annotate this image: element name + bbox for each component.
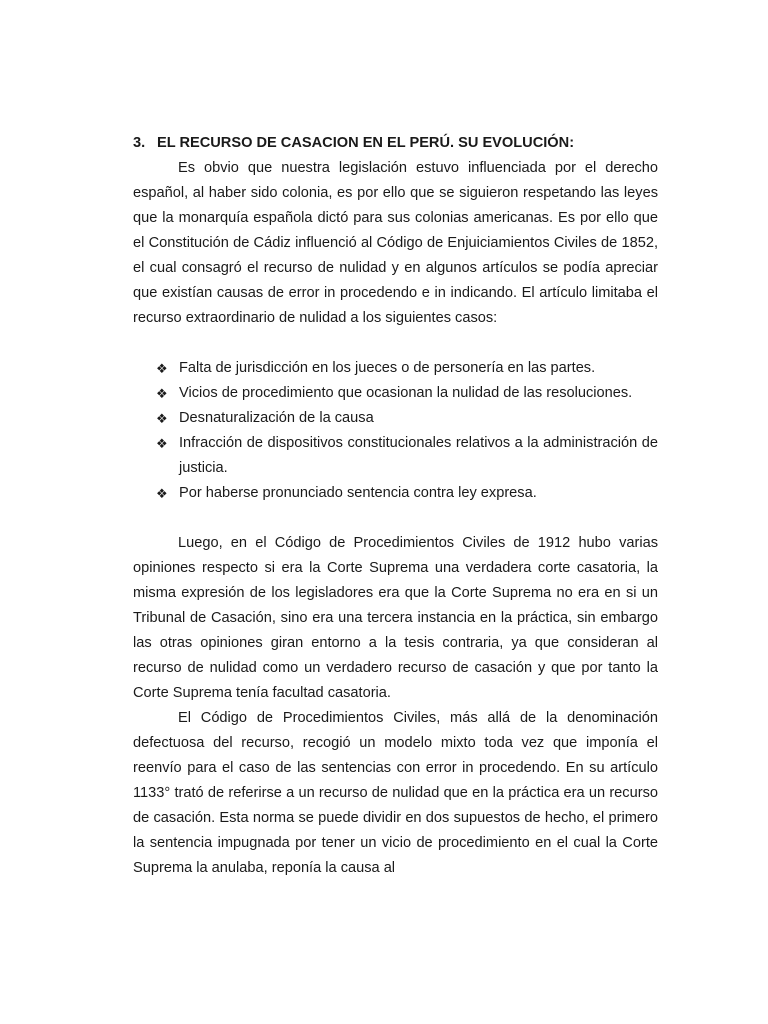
- diamond-bullet-icon: ❖: [156, 436, 168, 451]
- diamond-bullet-icon: ❖: [156, 411, 168, 426]
- list-item: [133, 481, 658, 506]
- list-item-text: Desnaturalización de la causa: [179, 410, 374, 426]
- cases-list: [133, 356, 658, 506]
- list-item: [133, 356, 658, 381]
- diamond-bullet-icon: ❖: [156, 486, 168, 501]
- list-item: [133, 381, 658, 406]
- paragraph-procedures-code: El Código de Procedimientos Civiles, más allá de la denominación defectuosa del recurso, recogió un modelo mixto toda vez que imponía el reenvío para el caso de las sentencias con error in procedendo. En su artículo 1133° trató de referirse a un recurso de nulidad que en la práctica era un recurso de casación. Esta norma se puede dividir en dos supuestos de hecho, el primero la sentencia impugnada por tener un vicio de procedimiento en el cual la Corte Suprema la anulaba, reponía la causa al: [133, 710, 658, 876]
- section-title: EL RECURSO DE CASACION EN EL PERÚ. SU EVOLUCIÓN:: [157, 135, 575, 151]
- section-number: 3.: [133, 135, 146, 151]
- list-item: [133, 406, 658, 431]
- list-item-text: Por haberse pronunciado sentencia contra ley expresa.: [179, 485, 537, 501]
- diamond-bullet-icon: ❖: [156, 361, 168, 376]
- list-item-text: Vicios de procedimiento que ocasionan la nulidad de las resoluciones.: [179, 385, 633, 401]
- section-heading: [133, 131, 658, 156]
- list-item: [133, 431, 658, 481]
- list-item-text: Falta de jurisdicción en los jueces o de personería en las partes.: [179, 360, 596, 376]
- spacer: [133, 506, 658, 531]
- diamond-bullet-icon: ❖: [156, 386, 168, 401]
- paragraph-1912-code: Luego, en el Código de Procedimientos Civiles de 1912 hubo varias opiniones respecto si era la Corte Suprema una verdadera corte casatoria, la misma expresión de los legisladores era que la Corte Suprema no era en si un Tribunal de Casación, sino era una tercera instancia en la práctica, sin embargo las otras opiniones giran entorno a la tesis contraria, ya que consideran al recurso de nulidad como un verdadero recurso de casación y que por tanto la Corte Suprema tenía facultad casatoria.: [133, 535, 658, 701]
- spacer: [133, 331, 658, 356]
- list-item-text: Infracción de dispositivos constitucionales relativos a la administración de justicia.: [179, 435, 658, 476]
- paragraph-intro: Es obvio que nuestra legislación estuvo influenciada por el derecho español, al haber sido colonia, es por ello que se siguieron respetando las leyes que la monarquía española dictó para sus colonias americanas. Es por ello que el Constitución de Cádiz influenció al Código de Enjuiciamientos Civiles de 1852, el cual consagró el recurso de nulidad y en algunos artículos se podía apreciar que existían causas de error in procedendo e in indicando. El artículo limitaba el recurso extraordinario de nulidad a los siguientes casos:: [133, 160, 658, 326]
- document-page: [133, 131, 658, 881]
